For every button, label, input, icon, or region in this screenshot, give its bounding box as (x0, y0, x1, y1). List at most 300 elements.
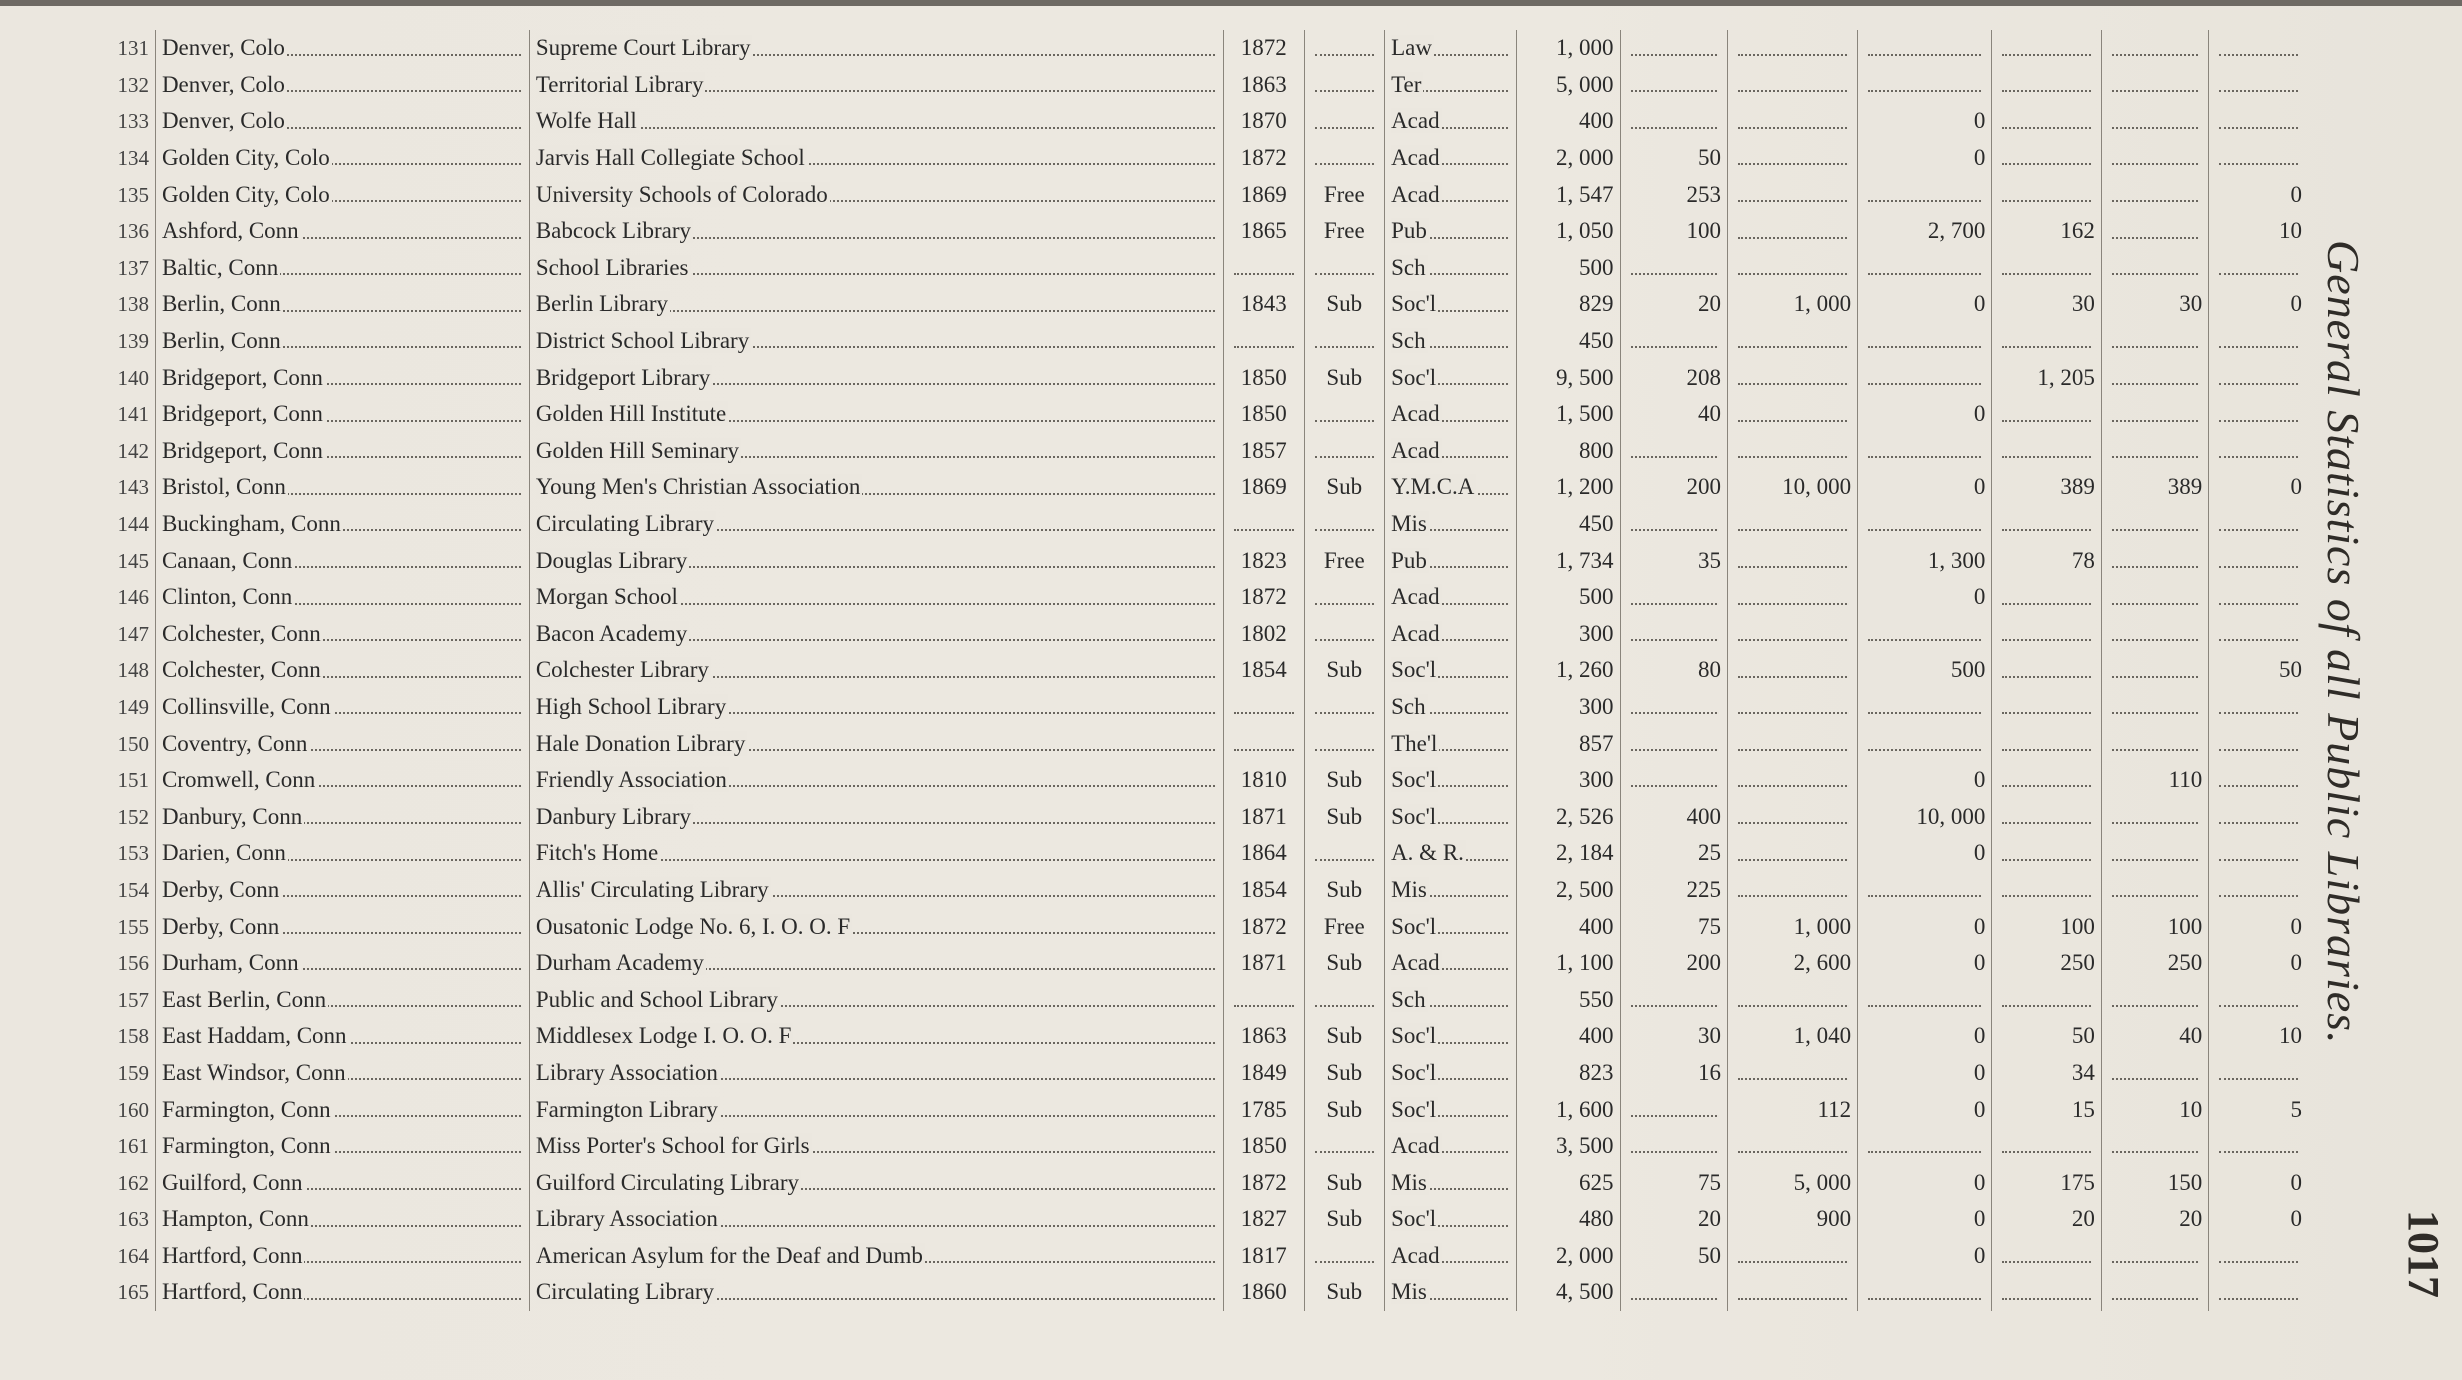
value-cell (1992, 689, 2101, 726)
value-cell (2209, 140, 2308, 177)
volumes-cell: 400 (1517, 908, 1620, 945)
value-cell: 0 (1858, 1164, 1992, 1201)
value-cell (1858, 1128, 1992, 1165)
place-cell-text: Berlin, Conn (161, 328, 281, 354)
year-founded-cell: 1871 (1223, 945, 1304, 982)
terms-cell (1304, 30, 1385, 67)
year-founded-cell: 1872 (1223, 1164, 1304, 1201)
volumes-cell: 400 (1517, 1018, 1620, 1055)
value-cell (2101, 433, 2208, 470)
library-kind-cell (1385, 506, 1517, 543)
value-cell (2209, 981, 2308, 1018)
table-row (110, 798, 2308, 835)
library-name-cell-text: Young Men's Christian Association (535, 474, 861, 500)
place-cell-text: Clinton, Conn (161, 584, 293, 610)
library-kind-cell (1385, 1055, 1517, 1092)
year-founded-cell: 1863 (1223, 1018, 1304, 1055)
value-cell: 0 (2209, 908, 2308, 945)
value-cell (2209, 1274, 2308, 1311)
table-row (110, 872, 2308, 909)
library-kind-cell (1385, 908, 1517, 945)
year-founded-cell (1223, 506, 1304, 543)
library-kind-cell (1385, 67, 1517, 104)
terms-cell: Sub (1304, 872, 1385, 909)
library-name-cell (529, 616, 1223, 653)
value-cell (1620, 725, 1727, 762)
library-name-cell (529, 140, 1223, 177)
volumes-cell: 1, 260 (1517, 652, 1620, 689)
value-cell (2101, 652, 2208, 689)
row-number: 141 (117, 402, 149, 427)
library-name-cell (529, 433, 1223, 470)
volumes-cell: 1, 500 (1517, 396, 1620, 433)
library-name-cell-text: Bacon Academy (535, 620, 688, 646)
volumes-cell: 800 (1517, 433, 1620, 470)
library-name-cell-text: Morgan School (535, 584, 678, 610)
place-cell-text: Derby, Conn (161, 876, 280, 902)
value-cell (1620, 433, 1727, 470)
value-cell (1727, 872, 1857, 909)
place-cell (155, 652, 529, 689)
value-cell (2101, 1055, 2208, 1092)
value-cell (1858, 359, 1992, 396)
table-row (110, 469, 2308, 506)
place-cell-text: Derby, Conn (161, 913, 280, 939)
value-cell: 0 (2209, 945, 2308, 982)
value-cell (1992, 396, 2101, 433)
value-cell (1620, 762, 1727, 799)
place-cell-text: Hampton, Conn (161, 1206, 309, 1232)
terms-cell: Free (1304, 542, 1385, 579)
value-cell (1858, 981, 1992, 1018)
row-number: 135 (117, 182, 149, 207)
library-kind-cell (1385, 286, 1517, 323)
year-founded-cell: 1869 (1223, 469, 1304, 506)
library-kind-cell-text: Soc'l (1391, 657, 1437, 683)
library-kind-cell (1385, 616, 1517, 653)
row-number: 154 (117, 877, 149, 902)
library-name-cell-text: Library Association (535, 1206, 718, 1232)
library-kind-cell (1385, 250, 1517, 287)
value-cell (1992, 725, 2101, 762)
value-cell (1727, 1055, 1857, 1092)
place-cell-text: Danbury, Conn (161, 803, 303, 829)
year-founded-cell: 1785 (1223, 1091, 1304, 1128)
library-name-cell-text: Library Association (535, 1059, 718, 1085)
value-cell: 389 (1992, 469, 2101, 506)
value-cell (2209, 725, 2308, 762)
table-row (110, 652, 2308, 689)
value-cell (2101, 176, 2208, 213)
value-cell (1858, 323, 1992, 360)
value-cell (2101, 981, 2208, 1018)
library-name-cell-text: Circulating Library (535, 1279, 715, 1305)
value-cell (2209, 542, 2308, 579)
library-name-cell (529, 1128, 1223, 1165)
value-cell: 20 (1620, 286, 1727, 323)
library-name-cell (529, 506, 1223, 543)
value-cell (2209, 1128, 2308, 1165)
value-cell: 15 (1992, 1091, 2101, 1128)
library-name-cell-text: Jarvis Hall Collegiate School (535, 145, 805, 171)
terms-cell: Sub (1304, 1201, 1385, 1238)
place-cell (155, 30, 529, 67)
place-cell (155, 1164, 529, 1201)
row-number: 151 (117, 768, 149, 793)
value-cell (1992, 140, 2101, 177)
value-cell (2209, 1238, 2308, 1275)
year-founded-cell: 1850 (1223, 396, 1304, 433)
library-name-cell-text: Fitch's Home (535, 840, 659, 866)
library-kind-cell (1385, 542, 1517, 579)
terms-cell (1304, 725, 1385, 762)
value-cell: 0 (1858, 140, 1992, 177)
table-row (110, 286, 2308, 323)
value-cell (1992, 30, 2101, 67)
library-name-cell-text: Middlesex Lodge I. O. O. F (535, 1023, 792, 1049)
place-cell-text: Golden City, Colo (161, 181, 330, 207)
value-cell: 0 (2209, 1164, 2308, 1201)
value-cell (1727, 103, 1857, 140)
table-row (110, 1201, 2308, 1238)
row-number: 159 (117, 1060, 149, 1085)
value-cell: 25 (1620, 835, 1727, 872)
value-cell: 0 (2209, 469, 2308, 506)
library-kind-cell (1385, 213, 1517, 250)
value-cell (2101, 250, 2208, 287)
value-cell (1727, 835, 1857, 872)
place-cell (155, 433, 529, 470)
terms-cell: Sub (1304, 652, 1385, 689)
place-cell-text: Denver, Colo (161, 108, 285, 134)
library-name-cell (529, 689, 1223, 726)
library-name-cell-text: Farmington Library (535, 1096, 718, 1122)
table-row (110, 542, 2308, 579)
place-cell (155, 213, 529, 250)
place-cell (155, 103, 529, 140)
value-cell (1727, 616, 1857, 653)
value-cell: 34 (1992, 1055, 2101, 1092)
value-cell: 35 (1620, 542, 1727, 579)
row-number: 136 (117, 219, 149, 244)
year-founded-cell: 1870 (1223, 103, 1304, 140)
library-kind-cell (1385, 689, 1517, 726)
table-row (110, 1128, 2308, 1165)
place-cell (155, 469, 529, 506)
library-name-cell-text: Golden Hill Institute (535, 401, 727, 427)
volumes-cell: 5, 000 (1517, 67, 1620, 104)
volumes-cell: 1, 050 (1517, 213, 1620, 250)
place-cell-text: Farmington, Conn (161, 1096, 331, 1122)
value-cell (1992, 579, 2101, 616)
library-kind-cell (1385, 1018, 1517, 1055)
table-row (110, 689, 2308, 726)
value-cell: 400 (1620, 798, 1727, 835)
library-kind-cell-text: Soc'l (1391, 803, 1437, 829)
library-kind-cell (1385, 579, 1517, 616)
row-number: 155 (117, 914, 149, 939)
library-kind-cell-text: Soc'l (1391, 767, 1437, 793)
library-kind-cell-text: Acad (1391, 1242, 1440, 1268)
value-cell (1858, 506, 1992, 543)
table-row (110, 908, 2308, 945)
value-cell: 112 (1727, 1091, 1857, 1128)
table-row (110, 1091, 2308, 1128)
value-cell: 1, 000 (1727, 286, 1857, 323)
value-cell: 30 (1992, 286, 2101, 323)
library-name-cell (529, 762, 1223, 799)
value-cell (1727, 323, 1857, 360)
terms-cell (1304, 103, 1385, 140)
value-cell: 40 (2101, 1018, 2208, 1055)
place-cell (155, 506, 529, 543)
value-cell (1727, 689, 1857, 726)
value-cell: 175 (1992, 1164, 2101, 1201)
value-cell (1992, 250, 2101, 287)
row-number: 162 (117, 1170, 149, 1195)
value-cell (2209, 506, 2308, 543)
library-name-cell-text: University Schools of Colorado (535, 181, 828, 207)
library-name-cell-text: Territorial Library (535, 71, 704, 97)
value-cell: 100 (1992, 908, 2101, 945)
place-cell-text: East Haddam, Conn (161, 1023, 347, 1049)
place-cell (155, 1018, 529, 1055)
value-cell: 5, 000 (1727, 1164, 1857, 1201)
value-cell (2101, 359, 2208, 396)
library-name-cell (529, 1238, 1223, 1275)
value-cell: 0 (1858, 1055, 1992, 1092)
place-cell (155, 1238, 529, 1275)
library-kind-cell (1385, 981, 1517, 1018)
value-cell (1620, 1091, 1727, 1128)
terms-cell (1304, 1128, 1385, 1165)
value-cell: 0 (2209, 286, 2308, 323)
terms-cell: Sub (1304, 1274, 1385, 1311)
year-founded-cell: 1850 (1223, 359, 1304, 396)
value-cell: 20 (1620, 1201, 1727, 1238)
library-kind-cell (1385, 1201, 1517, 1238)
value-cell (1727, 506, 1857, 543)
value-cell: 253 (1620, 176, 1727, 213)
library-name-cell (529, 1091, 1223, 1128)
volumes-cell: 300 (1517, 762, 1620, 799)
place-cell (155, 396, 529, 433)
place-cell-text: Bridgeport, Conn (161, 364, 323, 390)
value-cell: 30 (2101, 286, 2208, 323)
value-cell: 50 (1620, 140, 1727, 177)
value-cell (1727, 762, 1857, 799)
value-cell: 162 (1992, 213, 2101, 250)
value-cell (2209, 579, 2308, 616)
table-row (110, 762, 2308, 799)
library-kind-cell (1385, 103, 1517, 140)
value-cell (1858, 616, 1992, 653)
value-cell (2101, 835, 2208, 872)
library-name-cell-text: Golden Hill Seminary (535, 437, 739, 463)
row-number: 157 (117, 987, 149, 1012)
value-cell: 0 (1858, 762, 1992, 799)
place-cell (155, 835, 529, 872)
library-name-cell (529, 213, 1223, 250)
library-name-cell-text: Supreme Court Library (535, 35, 751, 61)
terms-cell: Sub (1304, 945, 1385, 982)
value-cell: 75 (1620, 908, 1727, 945)
value-cell: 110 (2101, 762, 2208, 799)
value-cell (1620, 323, 1727, 360)
row-number: 161 (117, 1134, 149, 1159)
row-number: 150 (117, 731, 149, 756)
value-cell (1992, 433, 2101, 470)
value-cell (1620, 579, 1727, 616)
library-kind-cell-text: The'l (1391, 730, 1438, 756)
value-cell (1992, 762, 2101, 799)
value-cell: 75 (1620, 1164, 1727, 1201)
library-kind-cell-text: Sch (1391, 328, 1426, 354)
row-number: 139 (117, 329, 149, 354)
value-cell (1727, 981, 1857, 1018)
library-kind-cell-text: Law (1391, 35, 1432, 61)
terms-cell (1304, 250, 1385, 287)
library-name-cell-text: School Libraries (535, 254, 689, 280)
library-name-cell (529, 725, 1223, 762)
value-cell: 0 (1858, 1091, 1992, 1128)
value-cell (2209, 250, 2308, 287)
value-cell: 30 (1620, 1018, 1727, 1055)
value-cell (2209, 323, 2308, 360)
value-cell (2101, 140, 2208, 177)
library-name-cell-text: Friendly Association (535, 767, 727, 793)
value-cell: 10 (2101, 1091, 2208, 1128)
place-cell-text: Hartford, Conn (161, 1242, 303, 1268)
library-kind-cell (1385, 1238, 1517, 1275)
terms-cell (1304, 67, 1385, 104)
value-cell (1992, 103, 2101, 140)
row-number: 158 (117, 1024, 149, 1049)
value-cell (1858, 872, 1992, 909)
library-kind-cell (1385, 140, 1517, 177)
library-kind-cell-text: Acad (1391, 181, 1440, 207)
value-cell (1727, 396, 1857, 433)
year-founded-cell: 1872 (1223, 30, 1304, 67)
volumes-cell: 2, 184 (1517, 835, 1620, 872)
value-cell (2101, 1128, 2208, 1165)
value-cell: 225 (1620, 872, 1727, 909)
year-founded-cell: 1843 (1223, 286, 1304, 323)
value-cell: 10 (2209, 213, 2308, 250)
value-cell: 200 (1620, 945, 1727, 982)
value-cell (1727, 652, 1857, 689)
library-name-cell-text: Hale Donation Library (535, 730, 746, 756)
library-kind-cell-text: Acad (1391, 401, 1440, 427)
table-row (110, 323, 2308, 360)
table-body (110, 30, 2308, 1311)
volumes-cell: 550 (1517, 981, 1620, 1018)
value-cell: 0 (1858, 396, 1992, 433)
value-cell: 78 (1992, 542, 2101, 579)
library-kind-cell-text: Acad (1391, 620, 1440, 646)
value-cell (2101, 396, 2208, 433)
terms-cell: Sub (1304, 1091, 1385, 1128)
value-cell (2101, 872, 2208, 909)
place-cell-text: Collinsville, Conn (161, 693, 331, 719)
value-cell (2209, 396, 2308, 433)
value-cell (2209, 359, 2308, 396)
library-name-cell-text: American Asylum for the Deaf and Dumb (535, 1242, 923, 1268)
terms-cell: Free (1304, 176, 1385, 213)
volumes-cell: 2, 500 (1517, 872, 1620, 909)
value-cell (1727, 1238, 1857, 1275)
value-cell (1858, 689, 1992, 726)
value-cell (1620, 67, 1727, 104)
library-name-cell (529, 1018, 1223, 1055)
library-kind-cell-text: Soc'l (1391, 1023, 1437, 1049)
terms-cell (1304, 433, 1385, 470)
value-cell: 250 (1992, 945, 2101, 982)
value-cell: 2, 700 (1858, 213, 1992, 250)
value-cell: 20 (2101, 1201, 2208, 1238)
value-cell (1992, 1238, 2101, 1275)
place-cell-text: Ashford, Conn (161, 218, 299, 244)
place-cell-text: Bristol, Conn (161, 474, 286, 500)
value-cell: 100 (1620, 213, 1727, 250)
value-cell: 40 (1620, 396, 1727, 433)
row-number: 137 (117, 255, 149, 280)
volumes-cell: 857 (1517, 725, 1620, 762)
volumes-cell: 1, 100 (1517, 945, 1620, 982)
library-name-cell-text: High School Library (535, 693, 727, 719)
row-number: 140 (117, 365, 149, 390)
value-cell: 20 (1992, 1201, 2101, 1238)
place-cell (155, 359, 529, 396)
library-name-cell (529, 798, 1223, 835)
value-cell: 0 (1858, 835, 1992, 872)
year-founded-cell (1223, 981, 1304, 1018)
library-kind-cell-text: Acad (1391, 145, 1440, 171)
place-cell (155, 1055, 529, 1092)
library-kind-cell-text: Sch (1391, 254, 1426, 280)
volumes-cell: 450 (1517, 323, 1620, 360)
year-founded-cell (1223, 323, 1304, 360)
row-number: 163 (117, 1207, 149, 1232)
terms-cell (1304, 579, 1385, 616)
value-cell (1992, 872, 2101, 909)
table-row (110, 250, 2308, 287)
table-row (110, 506, 2308, 543)
library-kind-cell (1385, 323, 1517, 360)
top-rule (0, 0, 2462, 6)
value-cell (1620, 30, 1727, 67)
value-cell (2101, 1238, 2208, 1275)
library-kind-cell (1385, 652, 1517, 689)
volumes-cell: 2, 000 (1517, 1238, 1620, 1275)
library-kind-cell-text: Pub (1391, 218, 1427, 244)
volumes-cell: 3, 500 (1517, 1128, 1620, 1165)
value-cell: 0 (1858, 286, 1992, 323)
value-cell: 1, 205 (1992, 359, 2101, 396)
volumes-cell: 1, 734 (1517, 542, 1620, 579)
year-founded-cell (1223, 725, 1304, 762)
library-name-cell (529, 1274, 1223, 1311)
volumes-cell: 625 (1517, 1164, 1620, 1201)
year-founded-cell: 1854 (1223, 652, 1304, 689)
value-cell: 100 (2101, 908, 2208, 945)
place-cell-text: Durham, Conn (161, 950, 299, 976)
value-cell: 250 (2101, 945, 2208, 982)
library-name-cell (529, 872, 1223, 909)
volumes-cell: 300 (1517, 689, 1620, 726)
library-name-cell (529, 323, 1223, 360)
value-cell: 200 (1620, 469, 1727, 506)
